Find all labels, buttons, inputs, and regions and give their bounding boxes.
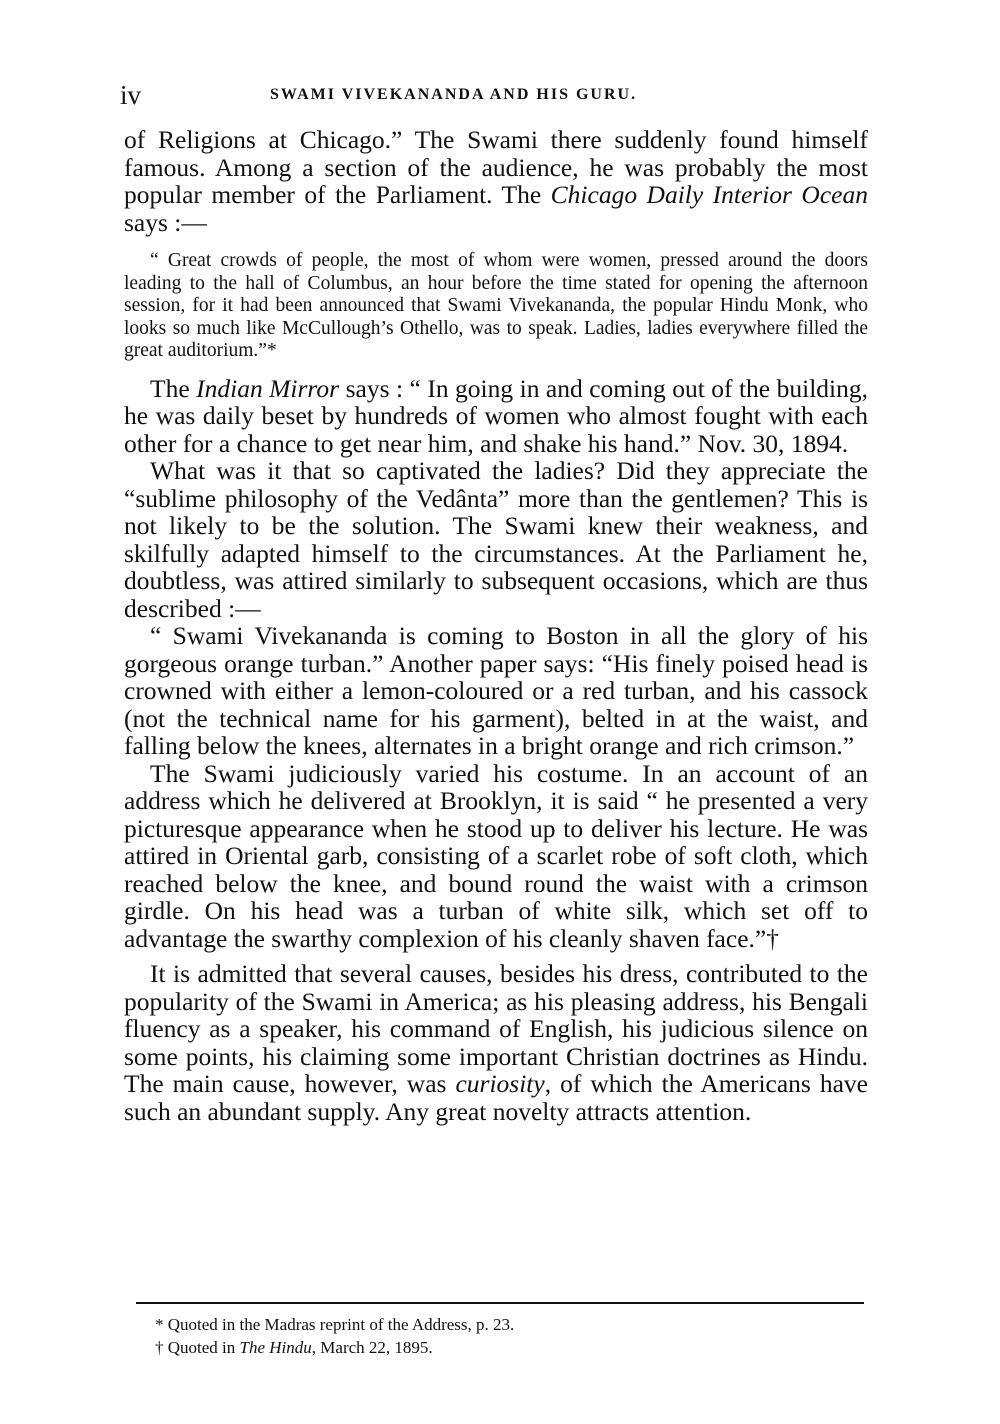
paragraph-3: What was it that so captivated the ladies? Did they appreciate the “sublime philosophy of the Vedânta” more than the gentlemen? This is not likely to be the solution. The Swami knew their weakness, and skilfully adapted himself to the circumstances. At the Parliament he, doubtless, was attired similarly to subsequent occasions, which are thus described :— [124,456,868,623]
page-number: iv [120,80,142,110]
paragraph-6 [124,960,868,1125]
block-quote-interior-ocean: “ Great crowds of people, the most of whom were women, pressed around the doors leading to the hall of Columbus, an hour before the time stated for opening the afternoon session, for it had been announced that Swami Vivekananda, the popular Hindu Monk, who looks so much like McCullough’s Othello, was to speak. Ladies, ladies everywhere filled the great auditorium.”* [124,250,868,361]
paragraph-2-text: says : “ In going in and coming out of the building, he was daily beset by hundreds of women who almost fought with each other for a chance to get near him, and shake his hand.” Nov. 30, 1894. [124,373,868,458]
footnote-2 [155,1336,855,1359]
newspaper-title-interior-ocean: Chicago Daily Interior Ocean [550,180,868,209]
footnote-1: * Quoted in the Madras reprint of the Address, p. 23. [155,1315,515,1334]
paragraph-6-lead: It is admitted that several causes, besides his dress, contributed to the popularity of the Swami in America; as his pleasing address, his Bengali fluency as a speaker, his command of English, his judicious silence on some points, his claiming some important Christian doctrines as Hindu. The main cause, however, was [124,959,868,1098]
paragraph-4: “ Swami Vivekananda is coming to Boston in all the glory of his gorgeous orange turban.” Another paper says: “His finely poised head is crowned with either a lemon-coloured or a red turban, and his cassock (not the technical name for his garment), belted in at the waist, and falling below the knees, alternates in a bright orange and rich crimson.” [124,621,868,760]
paragraph-1-tail: says :— [124,207,207,237]
newspaper-title-indian-mirror: Indian Mirror [196,373,340,403]
paragraph-1-text: of Religions at Chicago.” The Swami there suddenly found himself famous. Among a section of the audience, he was probably the most popular member of the Parliament. The [124,125,868,209]
paragraph-5: The Swami judiciously varied his costume. In an account of an address which he delivered at Brooklyn, it is said “ he presented a very picturesque appearance when he stood up to deliver his lecture. He was attired in Oriental garb, consisting of a scarlet robe of soft cloth, which reached below the knee, and bound round the waist with a crimson girdle. On his head was a turban of white silk, which set off to advantage the swarthy complexion of his cleanly shaven face.”† [124,758,868,953]
main-text [124,126,868,1125]
paragraph-6-tail: , of which the Americans have such an abundant supply. Any great novelty attracts attention. [124,1069,868,1126]
footnote-2-title: The Hindu [239,1338,312,1357]
paragraph-2-lead: The [150,373,197,403]
paragraph-2 [124,375,868,458]
emphasis-curiosity: curiosity [455,1069,545,1098]
footnote-2-lead: † Quoted in [155,1338,240,1357]
footnote-2-tail: , March 22, 1895. [311,1338,433,1357]
footnotes [155,1313,855,1359]
paragraph-1 [124,126,868,236]
footnote-rule [136,1302,864,1304]
running-title: SWAMI VIVEKANANDA AND HIS GURU. [270,86,638,103]
page-header [120,80,870,110]
